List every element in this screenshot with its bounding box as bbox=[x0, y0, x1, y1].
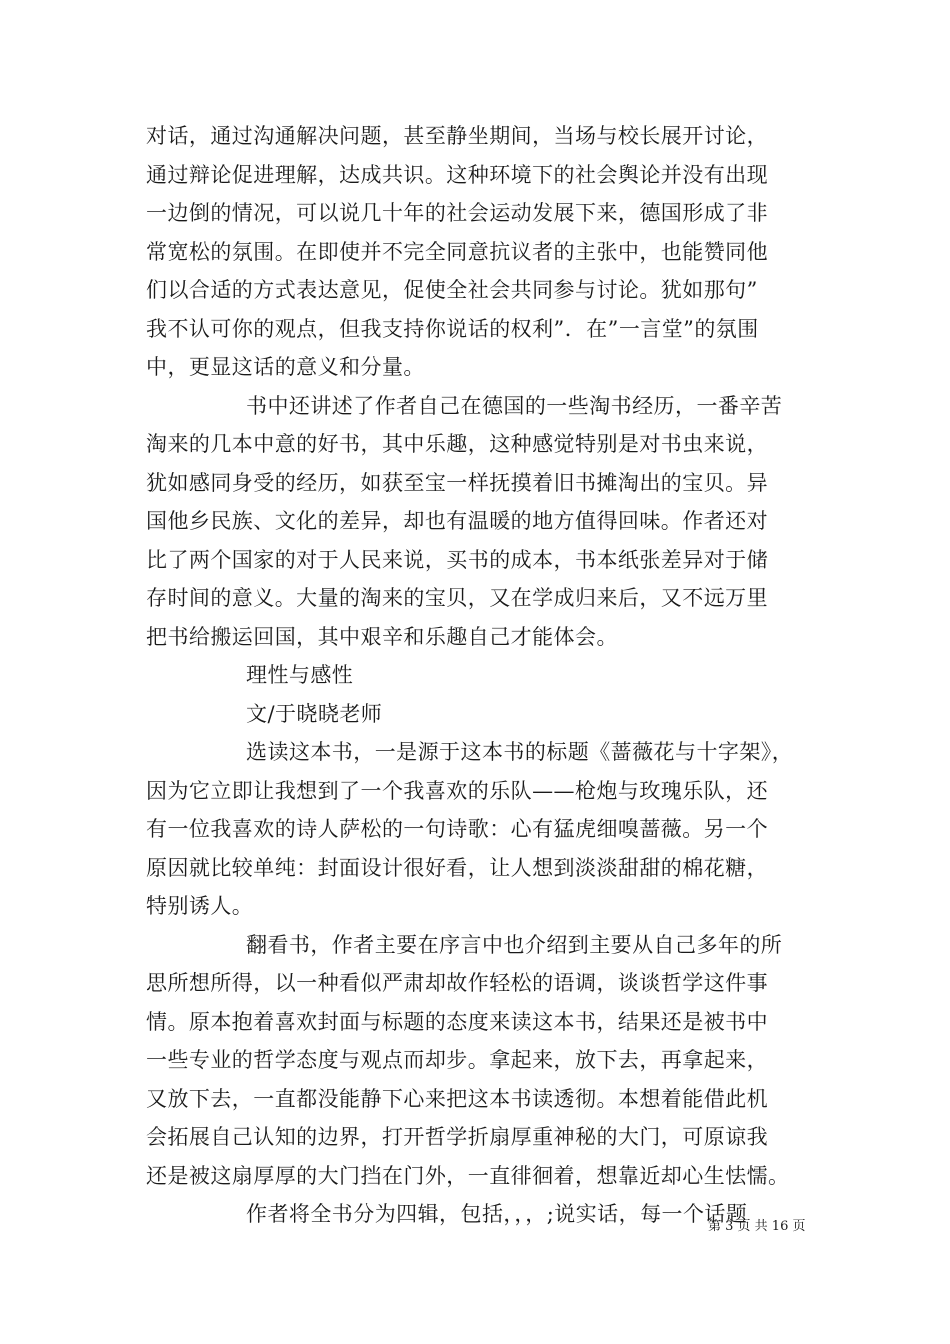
text-line: 存时间的意义。大量的淘来的宝贝，又在学成归来后，又不远万里 bbox=[146, 586, 769, 610]
text-line: 会拓展自己认知的边界，打开哲学折扇厚重神秘的大门，可原谅我 bbox=[146, 1125, 769, 1149]
text-line: 国他乡民族、文化的差异，却也有温暖的地方值得回味。作者还对 bbox=[146, 509, 769, 533]
text-line: 书中还讲述了作者自己在德国的一些淘书经历，一番辛苦 bbox=[246, 393, 783, 418]
text-line: 淘来的几本中意的好书，其中乐趣，这种感觉特别是对书虫来说， bbox=[146, 432, 769, 456]
page-number-footer: 第 3 页 共 16 页 bbox=[708, 1219, 806, 1234]
text-line: 们以合适的方式表达意见，促使全社会共同参与讨论。犹如那句” bbox=[146, 278, 758, 302]
text-line: 常宽松的氛围。在即使并不完全同意抗议者的主张中，也能赞同他 bbox=[146, 239, 769, 264]
text-line: 我不认可你的观点，但我支持你说话的权利”．在”一言堂”的氛围 bbox=[146, 316, 759, 341]
text-line: 有一位我喜欢的诗人萨松的一句诗歌：心有猛虎细嗅蔷薇。另一个 bbox=[146, 817, 769, 841]
text-line: 一些专业的哲学态度与观点而却步。拿起来，放下去，再拿起来， bbox=[146, 1048, 769, 1072]
body-text bbox=[146, 117, 818, 1234]
text-line: 通过辩论促进理解，达成共识。这种环境下的社会舆论并没有出现 bbox=[146, 162, 769, 187]
text-line: 原因就比较单纯：封面设计很好看，让人想到淡淡甜甜的棉花糖， bbox=[146, 855, 769, 880]
text-line: 把书给搬运回国，其中艰辛和乐趣自己才能体会。 bbox=[146, 624, 618, 649]
text-line: 特别诱人。 bbox=[146, 894, 254, 918]
text-line: 犹如感同身受的经历，如获至宝一样抚摸着旧书摊淘出的宝贝。异 bbox=[146, 470, 769, 495]
text-line: 作者将全书分为四辑，包括，，，;说实话，每一个话题 bbox=[246, 1202, 748, 1226]
text-line: 比了两个国家的对于人民来说，买书的成本，书本纸张差异对于储 bbox=[146, 547, 769, 572]
text-line: 又放下去，一直都没能静下心来把这本书读透彻。本想着能借此机 bbox=[146, 1086, 769, 1111]
text-line: 一边倒的情况，可以说几十年的社会运动发展下来，德国形成了非 bbox=[146, 201, 769, 225]
text-line: 情。原本抱着喜欢封面与标题的态度来读这本书，结果还是被书中 bbox=[146, 1009, 769, 1034]
text-line: 还是被这扇厚厚的大门挡在门外，一直徘徊着，想靠近却心生怯懦。 bbox=[146, 1163, 790, 1188]
text-line: 理性与感性 bbox=[246, 663, 354, 687]
text-line: 因为它立即让我想到了一个我喜欢的乐队——枪炮与玫瑰乐队，还 bbox=[146, 778, 769, 803]
text-line: 中，更显这话的意义和分量。 bbox=[146, 355, 425, 379]
text-line: 选读这本书，一是源于这本书的标题《蔷薇花与十字架》， bbox=[246, 740, 794, 764]
text-line: 翻看书，作者主要在序言中也介绍到主要从自己多年的所 bbox=[246, 932, 783, 957]
text-line: 文/于晓晓老师 bbox=[246, 701, 383, 726]
text-line: 思所想所得，以一种看似严肃却故作轻松的语调，谈谈哲学这件事 bbox=[146, 971, 769, 995]
text-line: 对话，通过沟通解决问题，甚至静坐期间，当场与校长展开讨论， bbox=[146, 124, 769, 148]
